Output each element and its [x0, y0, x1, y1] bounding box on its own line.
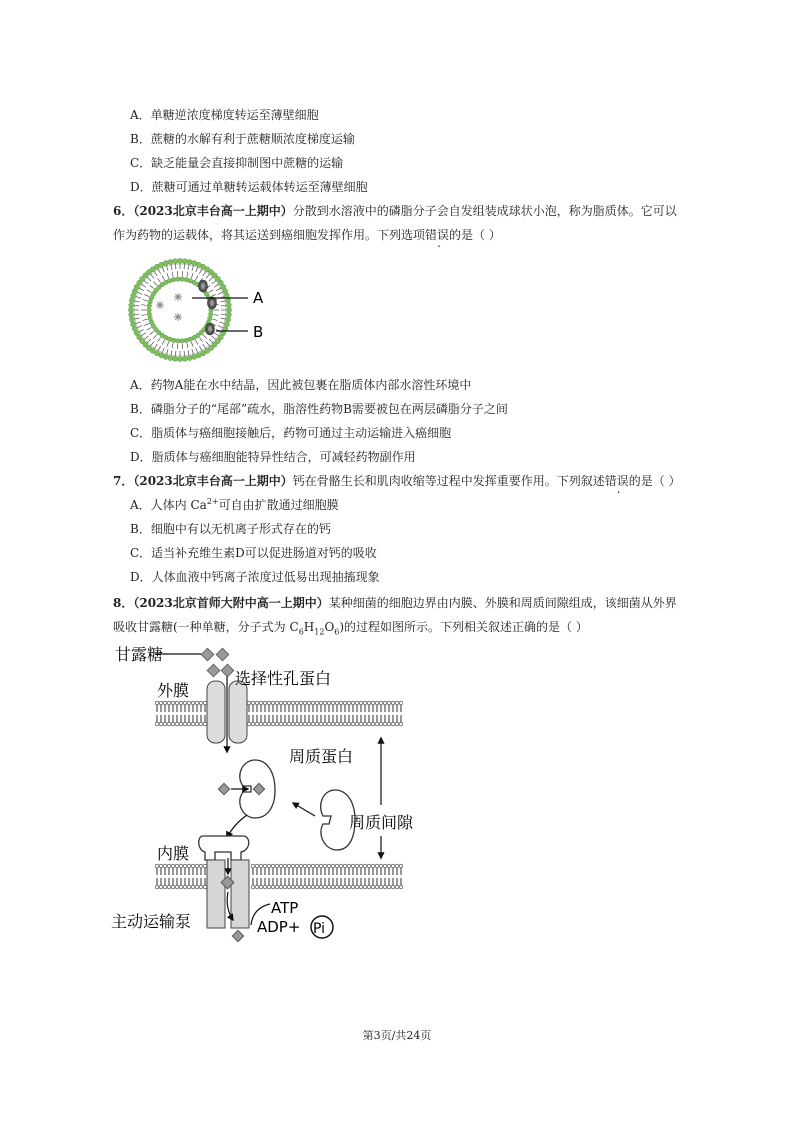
q6-option-a: A．药物A能在水中结晶，因此被包裹在脂质体内部水溶性环境中	[130, 378, 472, 392]
q6-stem-text2: 作为药物的运载体，将其运送到癌细胞发挥作用。下列选项	[113, 228, 426, 242]
q6-number: 6．	[113, 204, 134, 218]
inner-membrane	[155, 864, 403, 889]
receptor-cap	[199, 836, 249, 860]
q7-number: 7．	[113, 474, 134, 488]
label-periplasmic-protein: 周质蛋白	[289, 747, 354, 766]
q7-option-a-text2: 可自由扩散通过细胞膜	[218, 498, 339, 512]
q7-option-d: D．人体血液中钙离子浓度过低易出现抽搐现象	[130, 570, 380, 584]
q7-option-a-text: A．人体内 Ca	[130, 498, 207, 512]
label-inner-membrane: 内膜	[157, 844, 190, 863]
q8-sub: 12	[314, 627, 325, 637]
q6-source: （2023北京丰台高一上期中）	[133, 204, 293, 218]
mannose-periplasm	[218, 783, 229, 794]
label-mannose: 甘露糖	[115, 645, 164, 664]
q5-option-d: D．蔗糖可通过单糖转运载体转运至薄壁细胞	[130, 180, 368, 194]
liposome-figure	[110, 255, 280, 370]
mannose-transport-figure	[105, 640, 425, 950]
label-pi: Pi	[313, 921, 326, 937]
q7-stem	[113, 473, 681, 489]
mannose-molecules	[201, 648, 234, 677]
q8-stem-text2: 吸收甘露糖(一种单糖，分子式为 C	[113, 620, 299, 634]
q8-source: （2023北京首师大附中高一上期中）	[133, 596, 329, 610]
mannose-cytoplasm	[232, 930, 243, 941]
q8-stem-text3: )的过程如图所示。下列相关叙述正确的是（ ）	[339, 620, 588, 634]
q8-number: 8．	[113, 596, 134, 610]
q8-stem-line1	[113, 595, 677, 611]
q7-emphasis: 错误	[604, 474, 629, 488]
q8-stem-line2	[113, 619, 588, 635]
label-atp: ATP	[271, 899, 299, 917]
q8-sub: 6	[334, 627, 340, 637]
q5-option-c: C．缺乏能量会直接抑制图中蔗糖的运输	[130, 156, 344, 170]
q7-source: （2023北京丰台高一上期中）	[133, 474, 293, 488]
label-pump: 主动运输泵	[111, 912, 192, 931]
q7-stem-text2: 的是（ ）	[628, 474, 681, 488]
label-adp: ADP+	[257, 918, 301, 936]
label-outer-membrane: 外膜	[157, 681, 190, 700]
q6-option-c: C．脂质体与癌细胞接触后，药物可通过主动运输进入癌细胞	[130, 426, 452, 440]
q7-option-a-sup: 2+	[206, 497, 219, 506]
q7-option-b: B．细胞中有以无机离子形式存在的钙	[130, 522, 331, 536]
q8-stem-text1: 某种细菌的细胞边界由内膜、外膜和周质间隙组成，该细菌从外界	[328, 596, 677, 610]
q7-option-a	[130, 497, 339, 513]
label-a: A	[253, 289, 264, 307]
q5-option-b: B．蔗糖的水解有利于蔗糖顺浓度梯度运输	[130, 132, 355, 146]
outer-membrane	[155, 701, 403, 726]
q6-stem-text3: 的是（ ）	[449, 228, 501, 242]
q6-stem-line2	[113, 227, 501, 243]
q8-formula-o: O	[324, 620, 335, 634]
page-footer: 第3页/共24页	[362, 1029, 432, 1042]
label-b: B	[253, 323, 264, 341]
q6-emphasis: 错误	[425, 228, 450, 242]
q6-option-d: D．脂质体与癌细胞能特异性结合，可减轻药物副作用	[130, 450, 416, 464]
label-periplasmic-space: 周质间隙	[349, 813, 414, 832]
q8-formula-h: H	[303, 620, 315, 634]
delivery-arrow	[227, 815, 247, 838]
q7-stem-text1: 钙在骨骼生长和肌肉收缩等过程中发挥重要作用。下列叙述	[292, 474, 605, 488]
q6-stem-line1	[113, 203, 677, 219]
q8-sub: 6	[298, 627, 304, 637]
q5-option-a: A．单糖逆浓度梯度转运至薄壁细胞	[130, 108, 319, 122]
conformation-arrow	[293, 803, 315, 816]
q6-stem-text1: 分散到水溶液中的磷脂分子会自发组装成球状小泡，称为脂质体。它可以	[292, 204, 677, 218]
label-porin: 选择性孔蛋白	[235, 669, 332, 688]
q7-option-c: C．适当补充维生素D可以促进肠道对钙的吸收	[130, 546, 377, 560]
q6-option-b: B．磷脂分子的“尾部”疏水，脂溶性药物B需要被包在两层磷脂分子之间	[130, 402, 508, 416]
